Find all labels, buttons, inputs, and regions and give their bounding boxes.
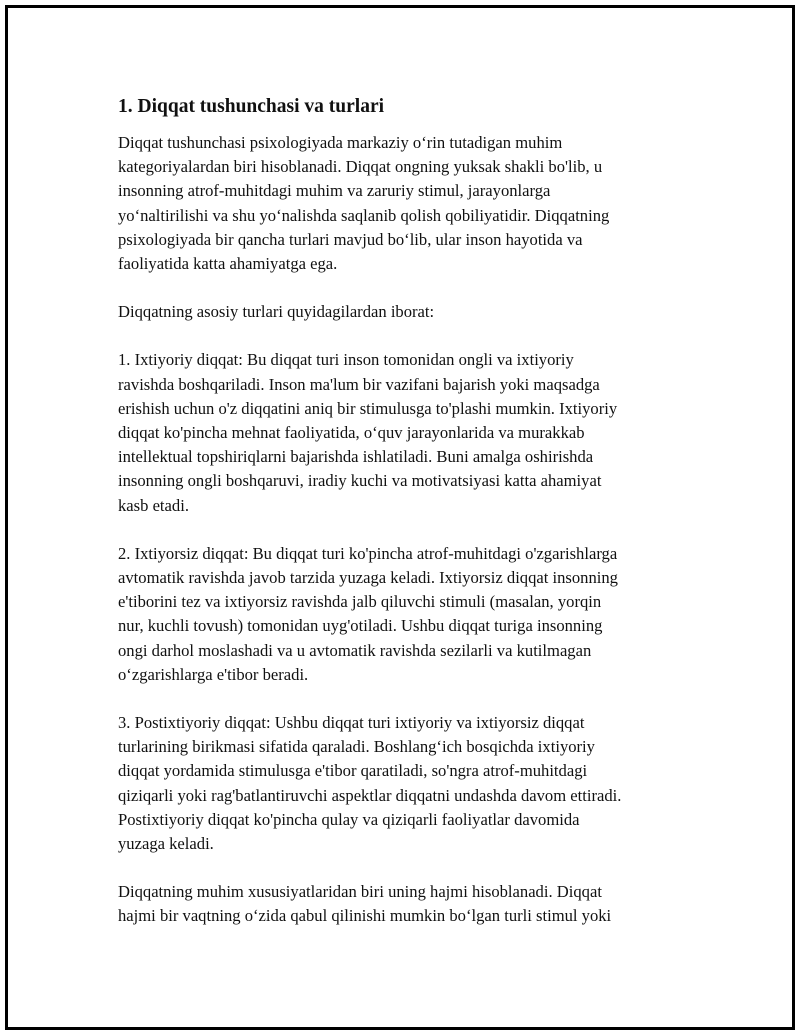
text-line: avtomatik ravishda javob tarzida yuzaga keladi. Ixtiyorsiz diqqat insonning (118, 568, 618, 588)
text-line: faoliyatida katta ahamiyatga ega. (118, 254, 338, 274)
text-line: o‘zgarishlarga e'tibor beradi. (118, 664, 309, 684)
text-line: Postixtiyoriy diqqat ko'pincha qulay va qiziqarli faoliyatlar davomida (118, 809, 580, 829)
text-line: ravishda boshqariladi. Inson ma'lum bir vazifani bajarish yoki maqsadga (118, 374, 600, 394)
text-line: diqqat ko'pincha mehnat faoliyatida, o‘quv jarayonlarida va murakkab (118, 423, 585, 443)
text-line: hajmi bir vaqtning o‘zida qabul qilinishi mumkin bo‘lgan turli stimul yoki (118, 906, 612, 926)
text-line: e'tiborini tez va ixtiyorsiz ravishda jalb qiluvchi stimuli (masalan, yorqin (118, 592, 602, 612)
attention-volume-paragraph (118, 880, 690, 928)
post-voluntary-attention-paragraph (118, 711, 690, 856)
voluntary-attention-paragraph (118, 348, 690, 517)
text-line: Diqqat tushunchasi psixologiyada markaziy o‘rin tutadigan muhim (118, 133, 563, 152)
text-line: 3. Postixtiyoriy diqqat: Ushbu diqqat turi ixtiyoriy va ixtiyorsiz diqqat (118, 713, 585, 733)
text-line: erishish uchun o'z diqqatini aniq bir stimulusga to'plashi mumkin. Ixtiyoriy (118, 398, 618, 418)
text-line: Diqqatning muhim xususiyatlaridan biri uning hajmi hisoblanadi. Diqqat (118, 882, 602, 902)
text-line: diqqat yordamida stimulusga e'tibor qaratiladi, so'ngra atrof-muhitdagi (118, 761, 588, 781)
intro-paragraph (118, 131, 690, 276)
text-line: 2. Ixtiyorsiz diqqat: Bu diqqat turi ko'pincha atrof-muhitdagi o'zgarishlarga (118, 543, 618, 563)
text-line: ongi darhol moslashadi va u avtomatik ravishda sezilarli va kutilmagan (118, 640, 592, 660)
text-line: turlarining birikmasi sifatida qaraladi. Boshlang‘ich bosqichda ixtiyoriy (118, 737, 595, 757)
text-line: yo‘naltirilishi va shu yo‘nalishda saqlanib qolish qobiliyatidir. Diqqatning (118, 205, 610, 225)
text-line: insonning ongli boshqaruvi, iradiy kuchi va motivatsiyasi katta ahamiyat (118, 471, 602, 491)
text-line: 1. Ixtiyoriy diqqat: Bu diqqat turi inson tomonidan ongli va ixtiyoriy (118, 350, 574, 370)
text-line: insonning atrof-muhitdagi muhim va zaruriy stimul, jarayonlarga (118, 181, 551, 201)
text-line: intellektual topshiriqlarni bajarishda ishlatiladi. Buni amalga oshirishda (118, 447, 594, 467)
section-heading: 1. Diqqat tushunchasi va turlari (118, 96, 385, 117)
text-line: kasb etadi. (118, 495, 189, 515)
text-line: psixologiyada bir qancha turlari mavjud bo‘lib, ular inson hayotida va (118, 229, 583, 249)
types-intro-paragraph (118, 300, 690, 324)
text-line: yuzaga keladi. (118, 834, 214, 854)
text-line: qiziqarli yoki rag'batlantiruvchi aspektlar diqqatni undashda davom ettiradi. (118, 785, 622, 805)
text-line: nur, kuchli tovush) tomonidan uyg'otiladi. Ushbu diqqat turiga insonning (118, 616, 603, 636)
text-line: kategoriyalardan biri hisoblanadi. Diqqat ongning yuksak shakli bo'lib, u (118, 157, 603, 177)
involuntary-attention-paragraph (118, 542, 690, 687)
text-line: Diqqatning asosiy turlari quyidagilardan iborat: (118, 302, 435, 322)
document-body (118, 94, 690, 953)
